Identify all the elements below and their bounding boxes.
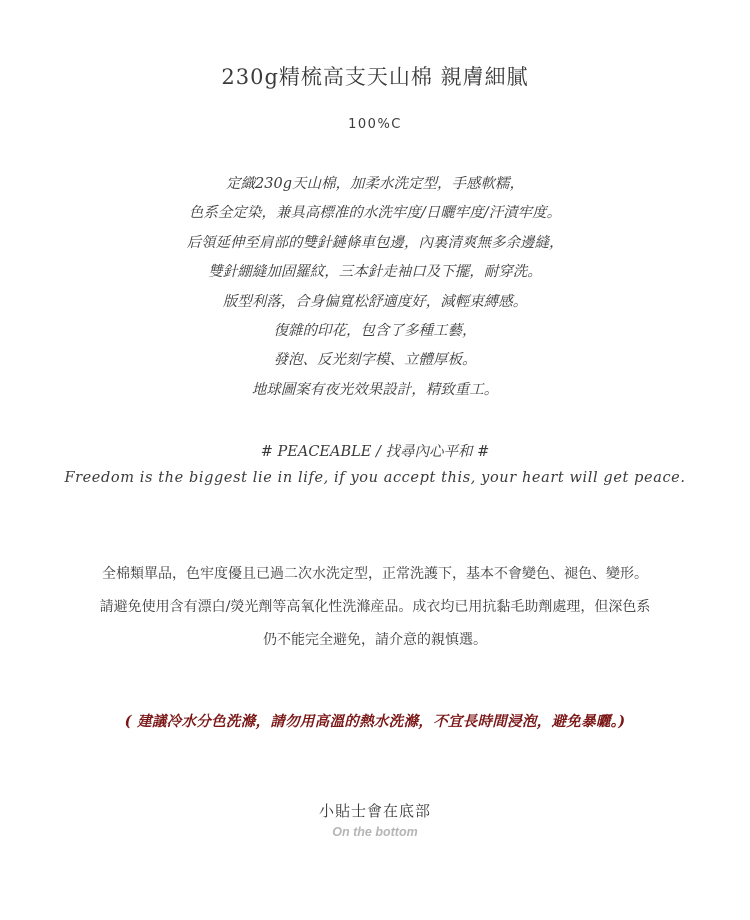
feature-line: 定織230g天山棉，加柔水洗定型，手感軟糯， [226,176,524,192]
feature-list [0,170,750,405]
feature-line: 發泡、反光刻字模、立體厚板。 [273,352,477,369]
feature-line: 地球圖案有夜光效果設計，精致重工。 [251,381,499,398]
feature-line: 后領延伸至肩部的雙針鏈條車包邊，內裏清爽無多余邊縫， [186,234,564,251]
care-instructions [0,558,750,657]
freedom-quote: Freedom is the biggest lie in life, if you accept this, your heart will get peace. [64,470,686,486]
feature-line: 雙針綳縫加固羅紋，三本針走袖口及下擺，耐穿洗。 [208,264,542,281]
care-line: 全棉類單品，色牢度優且已過二次水洗定型，正常洗護下，基本不會變色、褪色、變形。 [102,566,648,582]
tips-subheading: On the bottom [332,825,418,839]
peaceable-tagline: # PEACEABLE / 找尋內心平和 # [260,444,490,460]
care-line: 請避免使用含有漂白/熒光劑等高氧化性洗滌産品。成衣均已用抗黏毛助劑處理，但深色系 [99,599,651,615]
feature-line: 色系全定染，兼具高標准的水洗牢度/日曬牢度/汗漬牢度。 [188,205,562,222]
washing-warning: ( 建議冷水分色洗滌，請勿用高溫的熱水洗滌，不宜長時間浸泡，避免暴曬。) [124,713,626,730]
feature-line: 復雜的印花，包含了多種工藝， [273,322,477,339]
product-title: 230g精梳高支天山棉 親膚細膩 [221,65,529,89]
care-line: 仍不能完全避免，請介意的親慎選。 [263,632,487,648]
material-composition: 100%C [348,117,402,132]
feature-line: 版型利落，合身偏寬松舒適度好，減輕束縛感。 [222,293,528,310]
tips-heading: 小貼士會在底部 [318,802,431,820]
